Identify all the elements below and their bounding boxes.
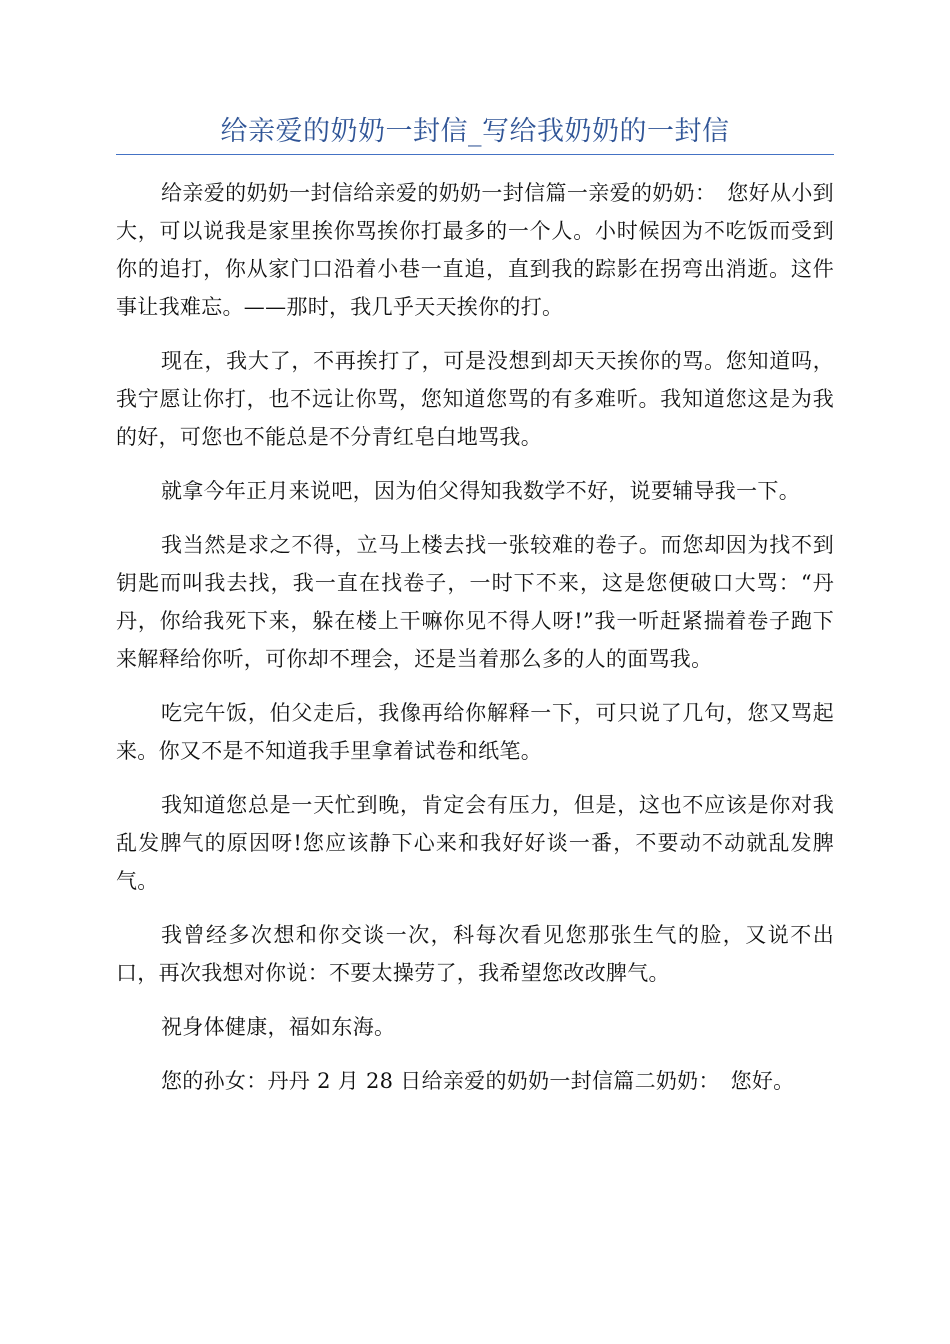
paragraph-4: 我当然是求之不得，立马上楼去找一张较难的卷子。而您却因为找不到钥匙而叫我去找，我一直在找卷子，一时下不来，这是您便破口大骂：“丹丹，你给我死下来，躲在楼上干嘛你见不得人呀!”我一听赶紧揣着卷子跑下来解释给你听，可你却不理会，还是当着那么多的人的面骂我。 xyxy=(116,533,834,671)
letter-body xyxy=(116,174,834,1116)
title-underline xyxy=(116,154,834,155)
paragraph-7: 我曾经多次想和你交谈一次，科每次看见您那张生气的脸，又说不出口，再次我想对你说：不要太操劳了，我希望您改改脾气。 xyxy=(116,923,834,985)
paragraph-1: 给亲爱的奶奶一封信给亲爱的奶奶一封信篇一亲爱的奶奶： 您好从小到大，可以说我是家里挨你骂挨你打最多的一个人。小时候因为不吃饭而受到你的追打，你从家门口沿着小巷一直追，直到我的踪影在拐弯出消逝。这件事让我难忘。——那时，我几乎天天挨你的打。 xyxy=(116,181,834,319)
document-title: 给亲爱的奶奶一封信_写给我奶奶的一封信 xyxy=(220,116,730,147)
paragraph-6: 我知道您总是一天忙到晚，肯定会有压力，但是，这也不应该是你对我乱发脾气的原因呀!您应该静下心来和我好好谈一番，不要动不动就乱发脾气。 xyxy=(116,793,834,893)
paragraph-8: 祝身体健康，福如东海。 xyxy=(161,1015,396,1039)
paragraph-5: 吃完午饭，伯父走后，我像再给你解释一下，可只说了几句，您又骂起来。你又不是不知道我手里拿着试卷和纸笔。 xyxy=(116,701,834,763)
paragraph-3: 就拿今年正月来说吧，因为伯父得知我数学不好，说要辅导我一下。 xyxy=(161,479,800,503)
paragraph-9: 您的孙女：丹丹 2 月 28 日给亲爱的奶奶一封信篇二奶奶： 您好。 xyxy=(161,1069,795,1093)
paragraph-2: 现在，我大了，不再挨打了，可是没想到却天天挨你的骂。您知道吗，我宁愿让你打，也不远让你骂，您知道您骂的有多难听。我知道您这是为我的好，可您也不能总是不分青红皂白地骂我。 xyxy=(116,349,834,449)
